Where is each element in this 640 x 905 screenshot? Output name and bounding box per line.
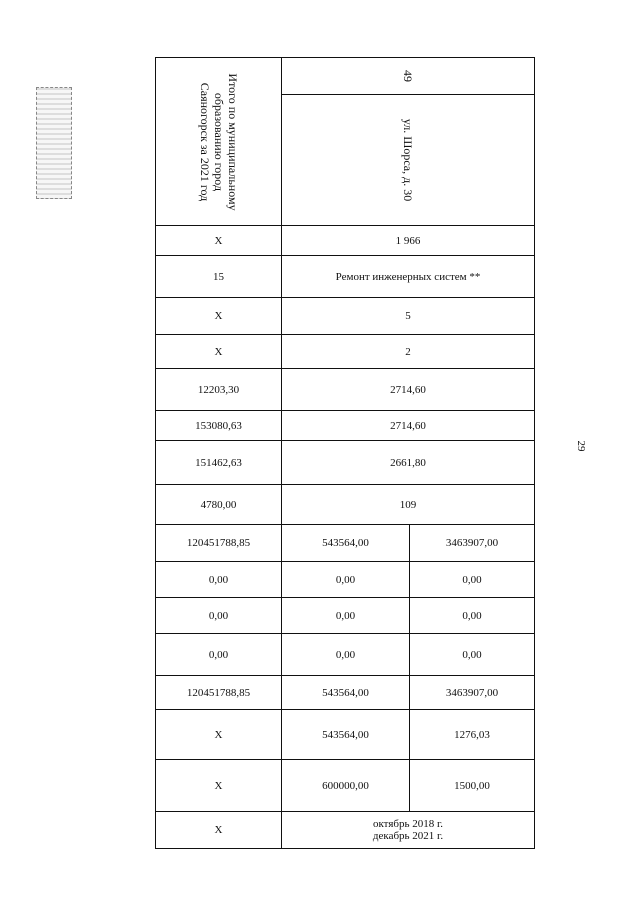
table-row: [156, 226, 535, 256]
cell-left: 0,00: [156, 562, 282, 598]
cell-left: 120451788,85: [156, 525, 282, 562]
cell-left: X: [156, 812, 282, 849]
cell-right: 2661,80: [282, 441, 535, 485]
cell-right: 3463907,00: [410, 676, 535, 710]
address-cell: [282, 95, 535, 226]
cell-right: 2714,60: [282, 369, 535, 411]
table-row: [156, 598, 535, 634]
cell-left: 153080,63: [156, 411, 282, 441]
cell-left: X: [156, 298, 282, 335]
table-row: [156, 760, 535, 812]
cell-left: X: [156, 226, 282, 256]
cell-left: 120451788,85: [156, 676, 282, 710]
cell-mid: 543564,00: [282, 525, 410, 562]
cell-right: 1 966: [282, 226, 535, 256]
cell-right: 109: [282, 485, 535, 525]
period-end: декабрь 2021 г.: [372, 830, 444, 842]
cell-left: X: [156, 710, 282, 760]
cell-mid: 543564,00: [282, 676, 410, 710]
cell-mid: 543564,00: [282, 710, 410, 760]
cell-right: 0,00: [410, 634, 535, 676]
cell-left: 15: [156, 256, 282, 298]
cell-mid: 600000,00: [282, 760, 410, 812]
cell-right: 3463907,00: [410, 525, 535, 562]
page-number: 29: [575, 440, 587, 452]
table-row: [156, 369, 535, 411]
total-label-cell: [156, 58, 282, 226]
footer-row: [156, 812, 535, 849]
total-label: Итого по муниципальному образованию город Саяногорск за 2021 год: [197, 72, 240, 211]
table-row: [156, 562, 535, 598]
cell-mid: 0,00: [282, 634, 410, 676]
table-row: [156, 710, 535, 760]
cell-left: 0,00: [156, 634, 282, 676]
cell-left: X: [156, 760, 282, 812]
cell-right: 2714,60: [282, 411, 535, 441]
cell-mid: 0,00: [282, 562, 410, 598]
cell-right: 1276,03: [410, 710, 535, 760]
table-row: [156, 441, 535, 485]
row-number: 49: [401, 70, 415, 82]
cell-left: 4780,00: [156, 485, 282, 525]
data-table: [155, 57, 535, 849]
cell-right: Ремонт инженерных систем **: [282, 256, 535, 298]
period-cell: [282, 812, 535, 849]
cell-right: 0,00: [410, 598, 535, 634]
cell-left: X: [156, 335, 282, 369]
cell-left: 151462,63: [156, 441, 282, 485]
row-number-cell: [282, 58, 535, 95]
table-row: [156, 298, 535, 335]
table-row: [156, 485, 535, 525]
table-row: [156, 411, 535, 441]
stamp-mark: [36, 87, 72, 199]
address: ул. Шорса, д. 30: [401, 118, 415, 202]
table-row: [156, 525, 535, 562]
header-row: [156, 58, 535, 95]
cell-right: 2: [282, 335, 535, 369]
table-row: [156, 634, 535, 676]
cell-mid: 0,00: [282, 598, 410, 634]
table-row: [156, 256, 535, 298]
table-row: [156, 676, 535, 710]
cell-left: 0,00: [156, 598, 282, 634]
cell-left: 12203,30: [156, 369, 282, 411]
table-row: [156, 335, 535, 369]
cell-right: 0,00: [410, 562, 535, 598]
cell-right: 5: [282, 298, 535, 335]
period-start: октябрь 2018 г.: [372, 818, 444, 830]
cell-right: 1500,00: [410, 760, 535, 812]
